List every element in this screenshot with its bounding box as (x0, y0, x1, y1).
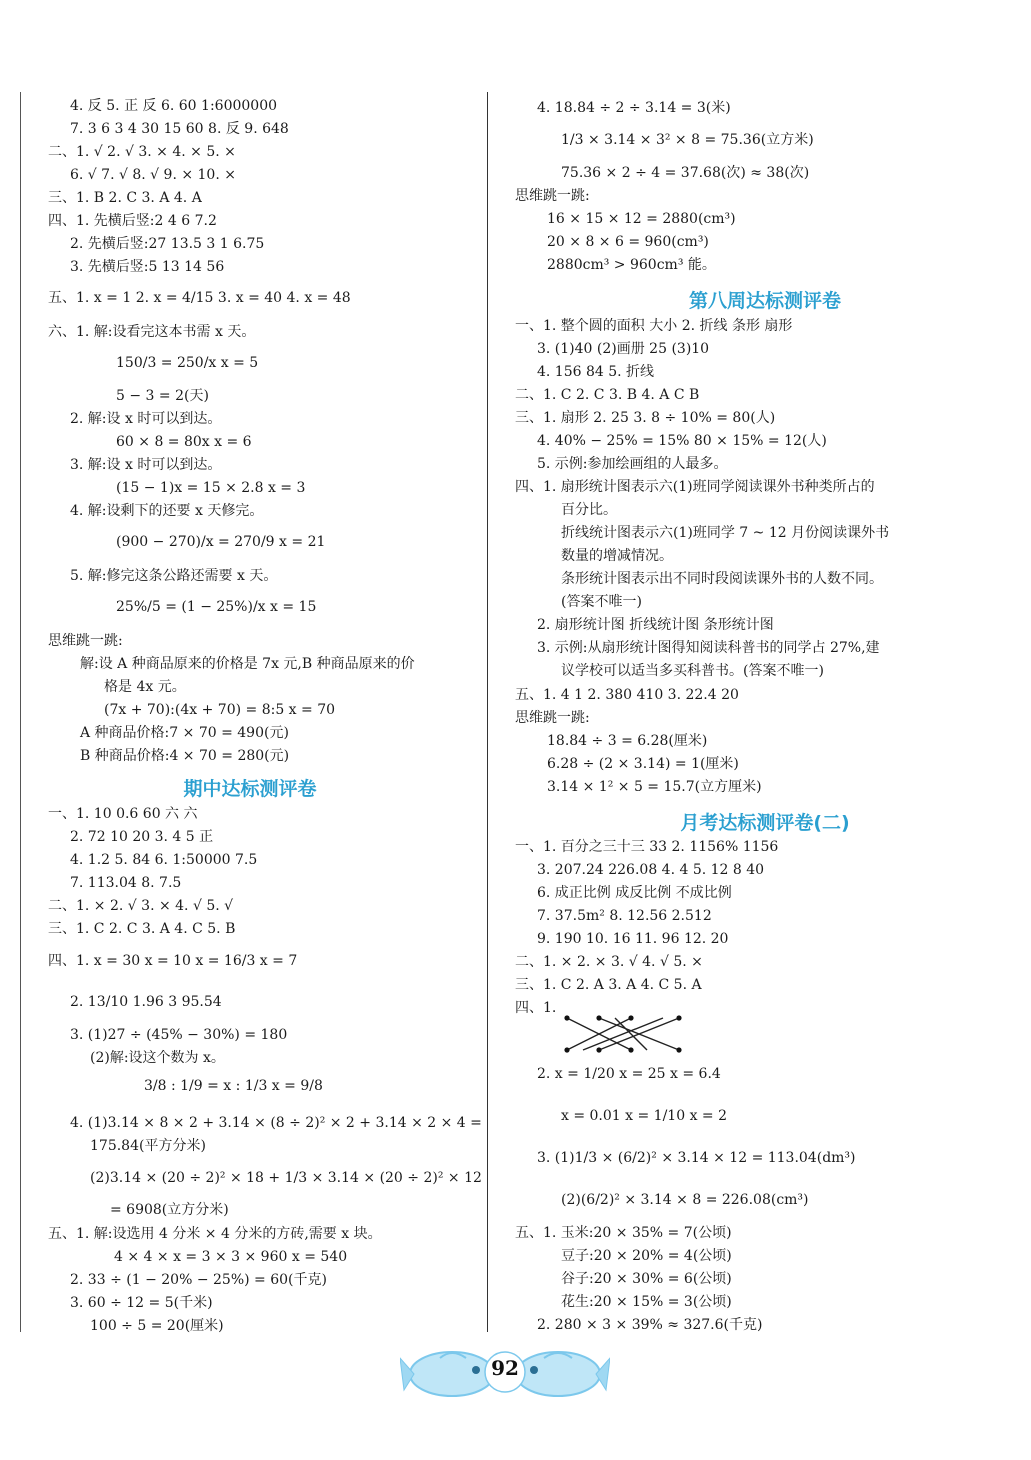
answer-line: A 种商品价格:7 × 70 = 490(元) (80, 725, 289, 741)
answer-line: 25%/5 = (1 − 25%)/x x = 15 (116, 599, 317, 615)
answer-line: 6. √ 7. √ 8. √ 9. × 10. × (70, 167, 236, 183)
answer-line: 16 × 15 × 12 = 2880(cm³) (547, 211, 736, 227)
answer-line: 2. 扇形统计图 折线统计图 条形统计图 (537, 617, 774, 633)
answer-line: 二、1. √ 2. √ 3. × 4. × 5. × (48, 144, 236, 160)
answer-line: (2)3.14 × (20 ÷ 2)² × 18 + 1/3 × 3.14 × (20 ÷ 2)² × 12 (90, 1170, 482, 1186)
section-heading-monthly2: 月考达标测评卷(二) (680, 812, 850, 834)
answer-line: 三、1. C 2. A 3. A 4. C 5. A (515, 977, 702, 993)
answer-line: 175.84(平方分米) (90, 1138, 206, 1154)
answer-line: 6. 成正比例 成反比例 不成比例 (537, 885, 732, 901)
answer-line: 1/3 × 3.14 × 3² × 8 = 75.36(立方米) (561, 132, 814, 148)
answer-line: 三、1. C 2. C 3. A 4. C 5. B (48, 921, 236, 937)
matching-lines-diagram (559, 1012, 689, 1056)
answer-line: 9. 190 10. 16 11. 96 12. 20 (537, 931, 729, 947)
answer-line: (2)解:设这个数为 x。 (90, 1050, 225, 1066)
answer-line: 五、1. x = 1 2. x = 4/15 3. x = 40 4. x = 48 (48, 290, 351, 306)
answer-line: 150/3 = 250/x x = 5 (116, 355, 259, 371)
answer-line: 2. 解:设 x 时可以到达。 (70, 411, 222, 427)
answer-line: 4. 156 84 5. 折线 (537, 364, 655, 380)
answer-line: = 6908(立方分米) (110, 1202, 229, 1218)
answer-line: 议学校可以适当多买科普书。(答案不唯一) (561, 663, 824, 679)
answer-line: 格是 4x 元。 (104, 679, 186, 695)
answer-line: B 种商品价格:4 × 70 = 280(元) (80, 748, 290, 764)
answer-line: 3.14 × 1² × 5 = 15.7(立方厘米) (547, 779, 762, 795)
answer-line: 4. 1.2 5. 84 6. 1:50000 7.5 (70, 852, 258, 868)
answer-line: 解:设 A 种商品原来的价格是 7x 元,B 种商品原来的价 (80, 656, 415, 672)
page-footer (400, 1344, 610, 1410)
answer-line: 2880cm³ > 960cm³ 能。 (547, 257, 716, 273)
answer-line: 100 ÷ 5 = 20(厘米) (90, 1318, 224, 1334)
answer-line: 3. 先横后竖:5 13 14 56 (70, 259, 225, 275)
answer-line: 折线统计图表示六(1)班同学 7 ~ 12 月份阅读课外书 (561, 525, 890, 541)
answer-line: 2. 72 10 20 3. 4 5 正 (70, 829, 214, 845)
answer-line: 20 × 8 × 6 = 960(cm³) (547, 234, 709, 250)
answer-line: 2. 280 × 3 × 39% ≈ 327.6(千克) (537, 1317, 763, 1333)
answer-line: 7. 3 6 3 4 30 15 60 8. 反 9. 648 (70, 121, 289, 137)
answer-line: 2. 先横后竖:27 13.5 3 1 6.75 (70, 236, 265, 252)
left-margin-rule (20, 92, 21, 1332)
answer-line: 4 × 4 × x = 3 × 3 × 960 x = 540 (114, 1249, 348, 1265)
page-number: 92 (491, 1356, 519, 1380)
answer-line: 谷子:20 × 30% = 6(公顷) (561, 1271, 732, 1287)
column-divider (487, 92, 488, 1332)
answer-line: 3. 示例:从扇形统计图得知阅读科普书的同学占 27%,建 (537, 640, 880, 656)
answer-line: 60 × 8 = 80x x = 6 (116, 434, 252, 450)
answer-line: 一、1. 百分之三十三 33 2. 1156% 1156 (515, 839, 779, 855)
section-heading-midterm: 期中达标测评卷 (183, 778, 317, 800)
answer-line: 4. 18.84 ÷ 2 ÷ 3.14 = 3(米) (537, 100, 731, 116)
answer-line: 豆子:20 × 20% = 4(公顷) (561, 1248, 732, 1264)
answer-line: 5 − 3 = 2(天) (116, 388, 209, 404)
answer-line: 花生:20 × 15% = 3(公顷) (561, 1294, 732, 1310)
answer-line: 3. (1)40 (2)画册 25 (3)10 (537, 341, 710, 357)
answer-line: 二、1. × 2. × 3. √ 4. √ 5. × (515, 954, 703, 970)
answer-line: 一、1. 整个圆的面积 大小 2. 折线 条形 扇形 (515, 318, 793, 334)
answer-line: 7. 113.04 8. 7.5 (70, 875, 182, 891)
answer-line: 3. (1)27 ÷ (45% − 30%) = 180 (70, 1027, 288, 1043)
answer-line: (900 − 270)/x = 270/9 x = 21 (116, 534, 326, 550)
answer-line: 3. 60 ÷ 12 = 5(千米) (70, 1295, 213, 1311)
answer-line: 5. 解:修完这条公路还需要 x 天。 (70, 568, 278, 584)
answer-line: 2. x = 1/20 x = 25 x = 6.4 (537, 1066, 721, 1082)
answer-line: 75.36 × 2 ÷ 4 = 37.68(次) ≈ 38(次) (561, 165, 810, 181)
answer-line: 四、1. x = 30 x = 10 x = 16/3 x = 7 (48, 953, 298, 969)
answer-line: x = 0.01 x = 1/10 x = 2 (561, 1108, 727, 1124)
answer-line: 四、1. 先横后竖:2 4 6 7.2 (48, 213, 217, 229)
answer-line: 4. 解:设剩下的还要 x 天修完。 (70, 503, 264, 519)
answer-line: 3. 解:设 x 时可以到达。 (70, 457, 222, 473)
answer-line: 3/8 : 1/9 = x : 1/3 x = 9/8 (144, 1078, 323, 1094)
answer-line: 3. (1)1/3 × (6/2)² × 3.14 × 12 = 113.04(dm³) (537, 1150, 856, 1166)
answer-line: 数量的增减情况。 (561, 548, 673, 564)
answer-line: 六、1. 解:设看完这本书需 x 天。 (48, 324, 256, 340)
answer-line: 五、1. 解:设选用 4 分米 × 4 分米的方砖,需要 x 块。 (48, 1226, 382, 1242)
answer-line: 2. 33 ÷ (1 − 20% − 25%) = 60(千克) (70, 1272, 327, 1288)
answer-line: 四、1. (515, 1000, 557, 1016)
answer-line: 3. 207.24 226.08 4. 4 5. 12 8 40 (537, 862, 765, 878)
answer-line: 百分比。 (561, 502, 617, 518)
answer-line: 思维跳一跳: (515, 710, 590, 726)
answer-line: (答案不唯一) (561, 594, 642, 610)
answer-line: 18.84 ÷ 3 = 6.28(厘米) (547, 733, 708, 749)
answer-line: 四、1. 扇形统计图表示六(1)班同学阅读课外书种类所占的 (515, 479, 875, 495)
answer-line: 三、1. 扇形 2. 25 3. 8 ÷ 10% = 80(人) (515, 410, 776, 426)
answer-line: 4. 反 5. 正 反 6. 60 1:6000000 (70, 98, 278, 114)
answer-line: 二、1. C 2. C 3. B 4. A C B (515, 387, 700, 403)
answer-line: (2)(6/2)² × 3.14 × 8 = 226.08(cm³) (561, 1192, 809, 1208)
answer-line: 4. 40% − 25% = 15% 80 × 15% = 12(人) (537, 433, 827, 449)
answer-line: (15 − 1)x = 15 × 2.8 x = 3 (116, 480, 306, 496)
answer-line: 五、1. 4 1 2. 380 410 3. 22.4 20 (515, 687, 739, 703)
answer-line: 五、1. 玉米:20 × 35% = 7(公顷) (515, 1225, 732, 1241)
answer-line: 三、1. B 2. C 3. A 4. A (48, 190, 202, 206)
answer-line: 5. 示例:参加绘画组的人最多。 (537, 456, 728, 472)
answer-line: (7x + 70):(4x + 70) = 8:5 x = 70 (104, 702, 336, 718)
section-heading-week8: 第八周达标测评卷 (688, 290, 841, 312)
answer-line: 条形统计图表示出不同时段阅读课外书的人数不同。 (561, 571, 883, 587)
answer-line: 思维跳一跳: (48, 633, 123, 649)
answer-line: 一、1. 10 0.6 60 六 六 (48, 806, 198, 822)
answer-line: 二、1. × 2. √ 3. × 4. √ 5. √ (48, 898, 234, 914)
answer-line: 2. 13/10 1.96 3 95.54 (70, 994, 222, 1010)
answer-line: 6.28 ÷ (2 × 3.14) = 1(厘米) (547, 756, 739, 772)
answer-line: 思维跳一跳: (515, 188, 590, 204)
answer-line: 4. (1)3.14 × 8 × 2 + 3.14 × (8 ÷ 2)² × 2 + 3.14 × 2 × 4 = (70, 1115, 482, 1131)
answer-line: 7. 37.5m² 8. 12.56 2.512 (537, 908, 712, 924)
